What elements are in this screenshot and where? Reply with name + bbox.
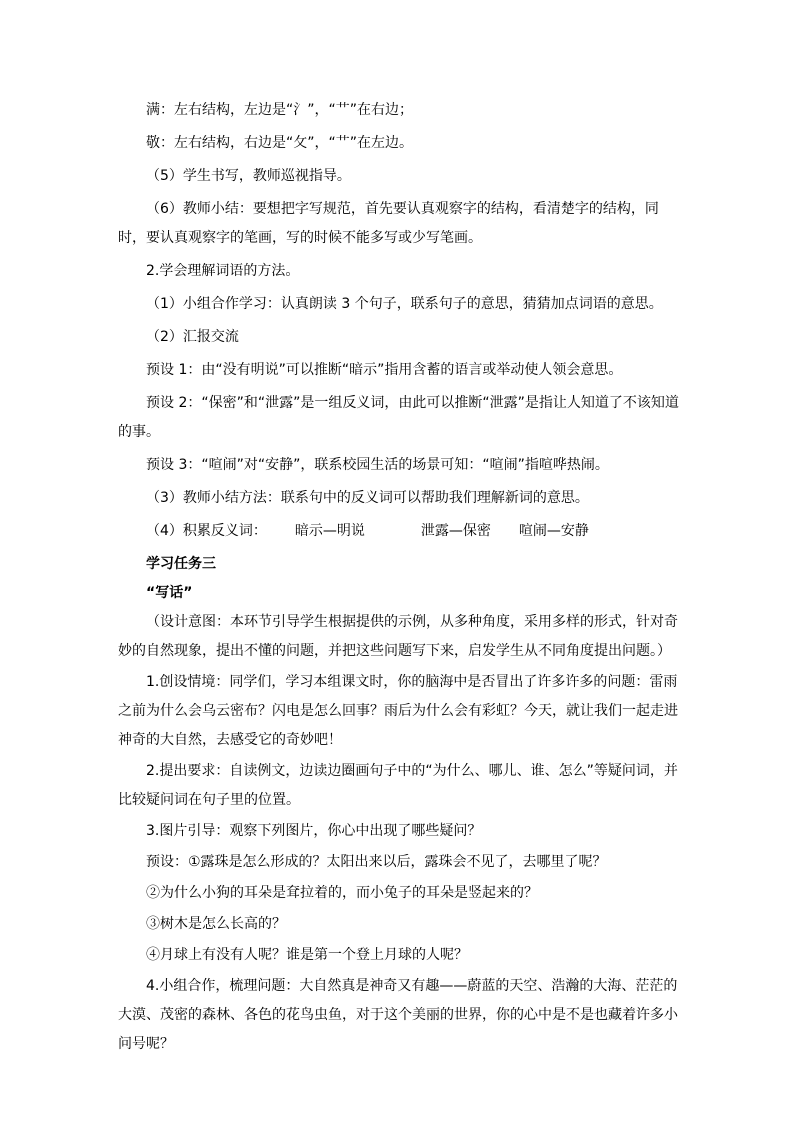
- paragraph-group-study: （1）小组合作学习：认真朗读 3 个句子，联系句子的意思，猜猜加点词语的意思。: [146, 296, 663, 312]
- antonym-pair: 喧闹—安静: [518, 523, 589, 539]
- paragraph-preset-dew: 预设：①露珠是怎么形成的？太阳出来以后，露珠会不见了，去哪里了呢？: [146, 854, 607, 870]
- paragraph-preset-moon: ④月球上有没有人呢？谁是第一个登上月球的人呢？: [146, 947, 468, 963]
- section-heading-task-three: 学习任务三: [146, 556, 216, 572]
- paragraph-student-writing: （5）学生书写，教师巡视指导。: [146, 168, 351, 184]
- paragraph-preset-ears: ②为什么小狗的耳朵是耷拉着的，而小兔子的耳朵是竖起来的？: [146, 885, 538, 901]
- antonyms-prefix: （4）积累反义词：: [146, 523, 267, 539]
- paragraph-requirements: 2.提出要求：自读例文，边读边圈画句子中的“为什么、哪儿、谁、怎么”等疑问词，并比较疑问词在句子里的位置。: [118, 763, 678, 808]
- paragraph-preset-3: 预设 3：“喧闹”对“安静”，联系校园生活的场景可知：“喧闹”指喧哗热闹。: [146, 457, 609, 473]
- paragraph-design-intent: （设计意图：本环节引导学生根据提供的示例，从多种角度，采用多样的形式，针对奇妙的自然现象，提出不懂的问题，并把这些问题写下来，启发学生从不同角度提出问题。）: [118, 614, 678, 659]
- paragraph-create-context: 1.创设情境：同学们，学习本组课文时，你的脑海中是否冒出了许多许多的问题：雷雨之前为什么会乌云密布？闪电是怎么回事？雨后为什么会有彩虹？今天，就让我们一起走进神奇的大自然，去感受它的奇妙吧！: [118, 674, 678, 748]
- paragraph-group-sort: 4.小组合作，梳理问题：大自然真是神奇又有趣——蔚蓝的天空、浩瀚的大海、茫茫的大漠、茂密的森林、各色的花鸟虫鱼，对于这个美丽的世界，你的心中是不是也藏着许多小问号呢？: [118, 978, 678, 1052]
- paragraph-word-methods: 2.学会理解词语的方法。: [146, 263, 300, 279]
- paragraph-preset-1: 预设 1：由“没有明说”可以推断“暗示”指用含蓄的语言或举动使人领会意思。: [146, 362, 623, 378]
- antonym-pair: 暗示—明说: [294, 523, 365, 539]
- paragraph-report: （2）汇报交流: [146, 329, 239, 345]
- paragraph-teacher-summary: （6）教师小结：要想把字写规范，首先要认真观察字的结构，看清楚字的结构，同时，要认真观察字的笔画，写的时候不能多写或少写笔画。: [118, 201, 659, 246]
- paragraph-method-summary: （3）教师小结方法：联系句中的反义词可以帮助我们理解新词的意思。: [146, 490, 589, 506]
- paragraph-picture-guide: 3.图片引导：观察下列图片，你心中出现了哪些疑问？: [146, 823, 482, 839]
- paragraph-man-structure: 满：左右结构，左边是“氵”，“艹”在右边；: [146, 102, 414, 118]
- paragraph-antonyms: [118, 517, 682, 546]
- paragraph-jing-structure: 敬：左右结构，右边是“攵”，“艹”在左边。: [146, 135, 414, 151]
- document-page: [118, 96, 682, 1059]
- paragraph-preset-trees: ③树木是怎么长高的？: [146, 916, 286, 932]
- paragraph-preset-2: 预设 2：“保密”和“泄露”是一组反义词，由此可以推断“泄露”是指让人知道了不该知道的事。: [118, 395, 679, 440]
- section-subheading-writing: “写话”: [146, 585, 193, 601]
- antonym-pair: 泄露—保密: [420, 523, 491, 539]
